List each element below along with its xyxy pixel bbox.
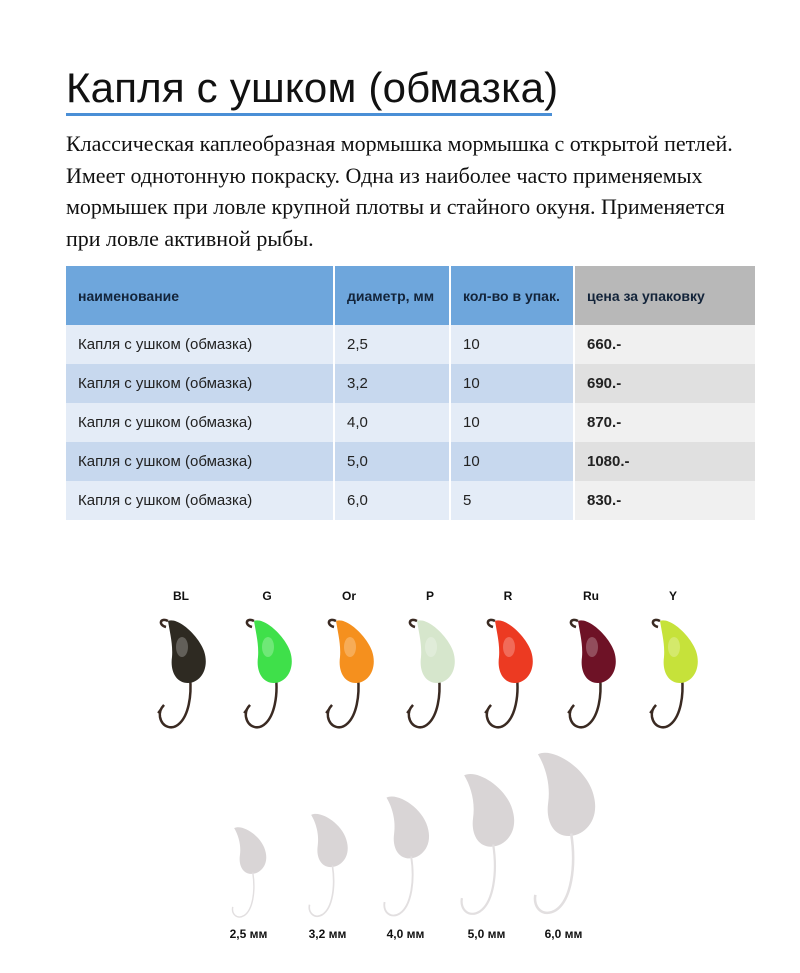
size-label: 4,0 мм	[386, 927, 425, 941]
color-code-label: Ru	[583, 589, 599, 603]
jig-lure-icon	[473, 607, 543, 737]
page-title: Капля с ушком (обмазка)	[66, 64, 559, 111]
cell-price: 870.-	[574, 403, 756, 442]
color-code-label: R	[503, 589, 513, 603]
table-row	[66, 364, 756, 403]
jig-lure-icon	[314, 607, 384, 737]
color-variant-ru	[556, 585, 626, 745]
jig-lure-icon	[395, 607, 465, 737]
size-variant	[520, 744, 607, 945]
cell-name: Капля с ушком (обмазка)	[66, 364, 334, 403]
lure-silhouette-icon	[453, 766, 520, 923]
jig-lure-icon	[638, 607, 708, 737]
title-underline	[66, 113, 552, 116]
table-row	[66, 481, 756, 520]
cell-price: 830.-	[574, 481, 756, 520]
table-row	[66, 442, 756, 481]
jig-lure-icon	[232, 607, 302, 737]
color-code-label: BL	[173, 589, 189, 603]
column-header-diameter: диаметр, мм	[334, 266, 450, 325]
cell-diameter: 3,2	[334, 364, 450, 403]
color-variant-g	[232, 585, 302, 745]
cell-quantity: 10	[450, 325, 574, 364]
cell-diameter: 2,5	[334, 325, 450, 364]
cell-quantity: 5	[450, 481, 574, 520]
cell-name: Капля с ушком (обмазка)	[66, 442, 334, 481]
color-variant-y	[638, 585, 708, 745]
cell-name: Капля с ушком (обмазка)	[66, 325, 334, 364]
color-variant-r	[473, 585, 543, 745]
cell-quantity: 10	[450, 442, 574, 481]
size-variant	[298, 808, 357, 945]
color-variants	[0, 585, 800, 745]
jig-lure-icon	[556, 607, 626, 737]
lure-silhouette-icon	[303, 808, 352, 923]
size-variant	[222, 822, 275, 945]
color-variant-p	[395, 585, 465, 745]
color-code-label: G	[262, 589, 272, 603]
cell-quantity: 10	[450, 364, 574, 403]
cell-quantity: 10	[450, 403, 574, 442]
size-label: 5,0 мм	[467, 927, 506, 941]
column-header-quantity: кол-во в упак.	[450, 266, 574, 325]
cell-name: Капля с ушком (обмазка)	[66, 481, 334, 520]
size-variant	[372, 790, 439, 945]
size-label: 6,0 мм	[544, 927, 583, 941]
size-label: 3,2 мм	[308, 927, 347, 941]
table-header-row	[66, 266, 756, 325]
cell-diameter: 4,0	[334, 403, 450, 442]
cell-price: 690.-	[574, 364, 756, 403]
jig-lure-icon	[146, 607, 216, 737]
lure-silhouette-icon	[227, 822, 270, 923]
color-code-label: P	[425, 589, 434, 603]
size-variants	[0, 755, 800, 965]
product-description: Классическая каплеобразная мормышка мормышка с открытой петлей. Имеет однотонную покраску. Одна из наиболее часто применяемых мормышек при ловле крупной плотвы и стайного окуня. Применяется при ловле активной рыбы.	[66, 131, 733, 251]
lure-silhouette-icon	[377, 790, 434, 923]
cell-price: 660.-	[574, 325, 756, 364]
color-code-label: Or	[341, 589, 356, 603]
color-variant-bl	[146, 585, 216, 745]
column-header-name: наименование	[66, 266, 334, 325]
column-header-price: цена за упаковку	[574, 266, 756, 325]
color-code-label: Y	[668, 589, 677, 603]
table-row	[66, 403, 756, 442]
size-label: 2,5 мм	[229, 927, 268, 941]
cell-name: Капля с ушком (обмазка)	[66, 403, 334, 442]
table-row	[66, 325, 756, 364]
cell-price: 1080.-	[574, 442, 756, 481]
color-variant-or	[314, 585, 384, 745]
cell-diameter: 5,0	[334, 442, 450, 481]
size-variant	[448, 766, 525, 945]
price-table	[66, 266, 757, 520]
cell-diameter: 6,0	[334, 481, 450, 520]
lure-silhouette-icon	[525, 744, 602, 923]
